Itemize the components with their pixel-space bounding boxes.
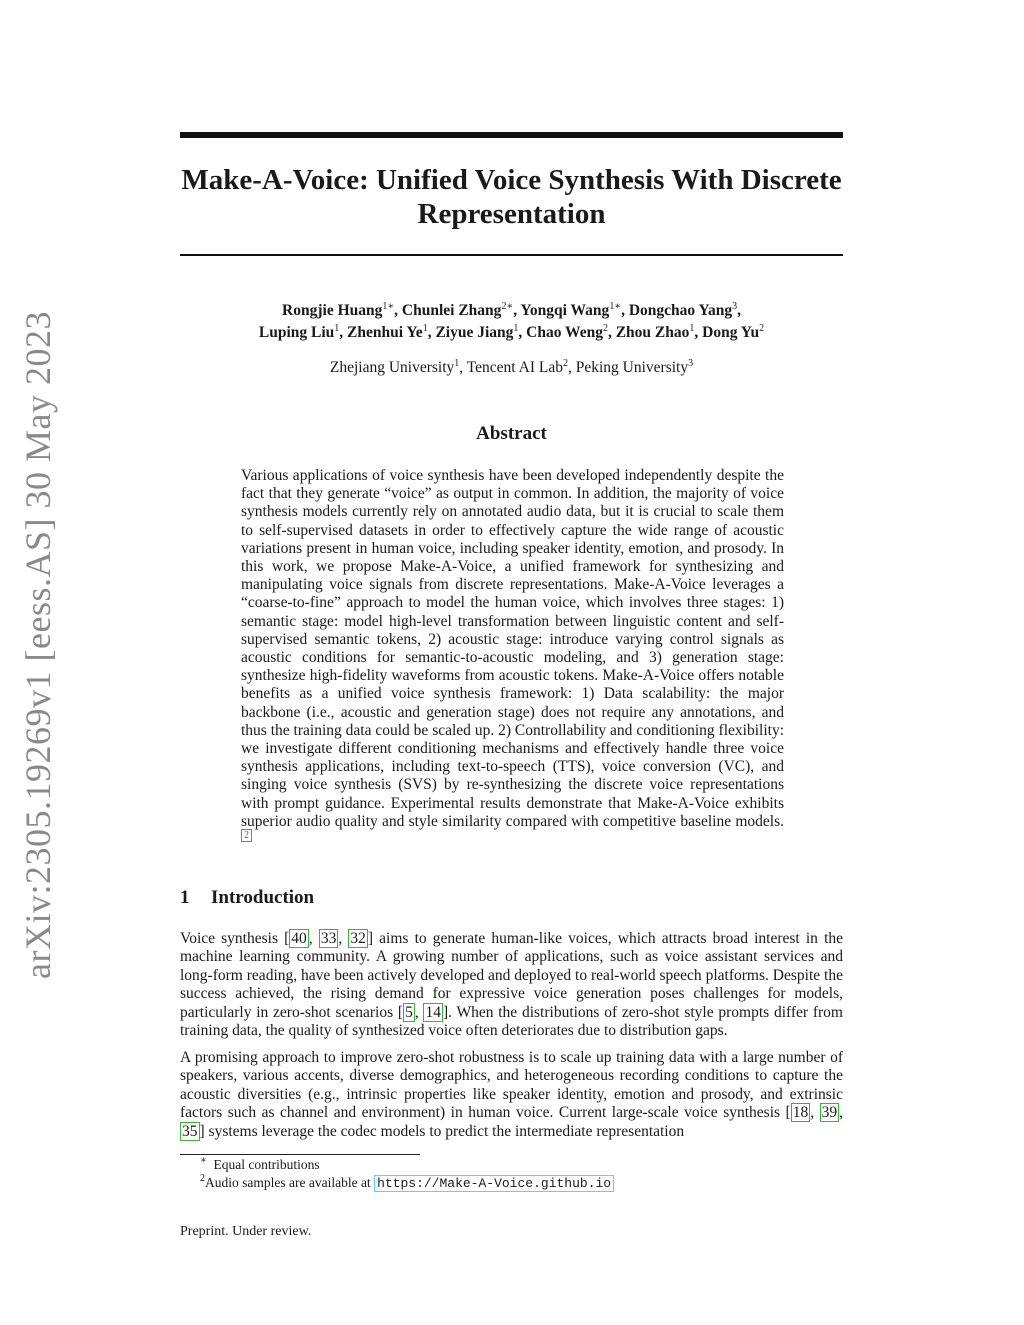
- author-affiliation-mark: 1: [422, 323, 428, 334]
- citation-link[interactable]: 32: [350, 930, 366, 947]
- intro-paragraph-1: [180, 930, 843, 1040]
- author-affiliation-mark: 1: [334, 323, 340, 334]
- author-line-1: Rongjie Huang$^{1∗}$, Chunlei Zhang$^{2∗}$, Yongqi Wang$^{1∗}$, Dongchao Yang$^3$,: [282, 301, 741, 319]
- affiliation-mark: 1: [454, 358, 460, 369]
- preprint-note: Preprint. Under review.: [180, 1224, 312, 1239]
- equal-contribution-mark: ∗: [614, 301, 622, 312]
- title-top-rule: [180, 132, 843, 138]
- citation-link[interactable]: 18: [792, 1104, 809, 1122]
- author-affiliation-mark: 3: [732, 301, 738, 312]
- title-bottom-rule: [180, 254, 843, 256]
- paragraph-text: A promising approach to improve zero-shot robustness is to scale up training data with a large number of speakers, various accents, diverse demographics, and heterogeneous recording conditions to capture the acoustic diversities (e.g., intrinsic properties like speaker identity, emotion and prosody, and extrinsic factors such as channel and environment) in human voice. Current large-scale voice synthesis [: [180, 1049, 843, 1122]
- paragraph-text: ,: [839, 1104, 844, 1122]
- author-affiliation-mark: 1: [609, 301, 615, 312]
- abstract-text: [241, 467, 784, 849]
- author-name: Chao Weng: [526, 324, 603, 341]
- demo-url-link[interactable]: https://Make-A-Voice.github.io: [374, 1175, 614, 1192]
- section-number: 1: [180, 887, 190, 908]
- author-affiliation-mark: 1: [689, 323, 695, 334]
- affiliation-mark: 2: [562, 358, 568, 369]
- abstract-body-text: Various applications of voice synthesis have been developed independently despite the fact that they generate “voice” as output in common. In addition, the majority of voice synthesis models currently rely on annotated audio data, but it is crucial to scale them to self-supervised datasets in order to effectively capture the wide range of acoustic variations present in human voice, including speaker identity, emotion, and prosody. In this work, we propose Make-A-Voice, a unified framework for synthesizing and manipulating voice signals from discrete representations. Make-A-Voice leverages a “coarse-to-fine” approach to model the human voice, which involves three stages: 1) semantic stage: model high-level transformation between linguistic content and self-supervised semantic tokens, 2) acoustic stage: introduce varying control signals as acoustic conditions for semantic-to-acoustic modeling, and 3) generation stage: synthesize high-fidelity waveforms from acoustic tokens. Make-A-Voice offers notable benefits as a unified voice synthesis framework: 1) Data scalability: the major backbone (i.e., acoustic and generation stage) does not require any annotations, and thus the training data could be scaled up. 2) Controllability and conditioning flexibility: we investigate different conditioning mechanisms and effectively handle three voice synthesis applications, including text-to-speech (TTS), voice conversion (VC), and singing voice synthesis (SVS) by re-synthesizing the discrete voice representations with prompt guidance. Experimental results demonstrate that Make-A-Voice exhibits superior audio quality and style similarity compared with competitive baseline models.: [241, 467, 784, 830]
- footnote-mark: 2: [200, 1173, 205, 1184]
- author-name: Chunlei Zhang: [401, 302, 502, 319]
- intro-paragraph-2: [180, 1049, 843, 1141]
- footnote-audio-samples: [200, 1174, 614, 1193]
- paragraph-text: ,: [308, 930, 319, 947]
- title-line-2: Representation: [417, 198, 606, 230]
- equal-contribution-mark: ∗: [387, 301, 395, 312]
- author-name: Rongjie Huang: [282, 302, 383, 319]
- footnote-text: Equal contributions: [213, 1157, 320, 1172]
- footnote-mark: ∗: [200, 1155, 207, 1166]
- author-name: Zhenhui Ye: [347, 324, 423, 341]
- paragraph-text: ,: [810, 1104, 820, 1122]
- author-name: Dong Yu: [702, 324, 760, 341]
- citation-link[interactable]: 40: [291, 930, 307, 947]
- author-line-2: Luping Liu$^1$, Zhenhui Ye$^1$, Ziyue Jiang$^1$, Chao Weng$^2$, Zhou Zhao$^1$, Dong Yu$^2$: [258, 323, 765, 341]
- author-name: Luping Liu: [258, 324, 335, 341]
- paper-title: [180, 163, 843, 231]
- author-name: Yongqi Wang: [520, 302, 610, 319]
- citation-link[interactable]: 39: [821, 1104, 838, 1122]
- author-affiliation-mark: 2: [759, 323, 765, 334]
- footnote-2-link[interactable]: 2: [241, 829, 252, 842]
- paragraph-text: ,: [414, 1003, 424, 1021]
- footnote-text: Audio samples are available at: [205, 1175, 375, 1190]
- paragraph-text: Voice synthesis [: [180, 930, 290, 947]
- citation-link[interactable]: 14: [425, 1003, 441, 1021]
- section-title: Introduction: [211, 887, 315, 908]
- author-name: Dongchao Yang: [628, 302, 733, 319]
- author-affiliation-mark: 1: [513, 323, 519, 334]
- author-separator: ,: [737, 302, 741, 319]
- paragraph-text: ,: [338, 930, 349, 947]
- affiliations: Zhejiang University$^1$, Tencent AI Lab$^2$, Peking University$^3$: [329, 358, 694, 376]
- abstract-heading: Abstract: [476, 423, 547, 444]
- paragraph-text: ] systems leverage the codec models to predict the intermediate representation: [199, 1122, 685, 1140]
- citation-link[interactable]: 35: [182, 1122, 198, 1140]
- paragraph-text: ] aims to generate human-like voices, which attracts broad interest in the machine learning community. A growing number of applications, such as voice assistant services and long-form reading, have been actively developed and deployed to real-world speech platforms. Despite the success achieved, the rising demand for expressive voice generation poses challenges for models, particularly in zero-shot scenarios [: [180, 930, 844, 1021]
- affiliation-name: Peking University: [575, 359, 689, 376]
- citation-link[interactable]: 33: [320, 930, 337, 947]
- author-affiliation-mark: 2: [501, 301, 507, 312]
- equal-contribution-mark: ∗: [506, 301, 514, 312]
- arxiv-identifier-stamp: arXiv:2305.19269v1 [eess.AS] 30 May 2023: [18, 311, 58, 979]
- affiliation-name: Tencent AI Lab: [466, 359, 563, 376]
- citation-link[interactable]: 5: [405, 1003, 413, 1021]
- author-name: Zhou Zhao: [615, 324, 690, 341]
- footnote-divider: [180, 1154, 420, 1155]
- author-name: Ziyue Jiang: [435, 324, 514, 341]
- author-affiliation-mark: 2: [602, 323, 608, 334]
- affiliation-mark: 3: [688, 358, 694, 369]
- paragraph-text: ]. When the distributions of zero-shot style prompts differ from training data, the quality of synthesized voice often deteriorates due to distribution gaps.: [180, 1003, 843, 1040]
- section-heading-introduction: [180, 887, 843, 909]
- author-affiliation-mark: 1: [382, 301, 388, 312]
- author-list: [180, 300, 843, 344]
- title-line-1: Make-A-Voice: Unified Voice Synthesis With Discrete: [181, 164, 842, 196]
- footnote-equal-contributions: [200, 1156, 320, 1174]
- affiliation-name: Zhejiang University: [329, 359, 455, 376]
